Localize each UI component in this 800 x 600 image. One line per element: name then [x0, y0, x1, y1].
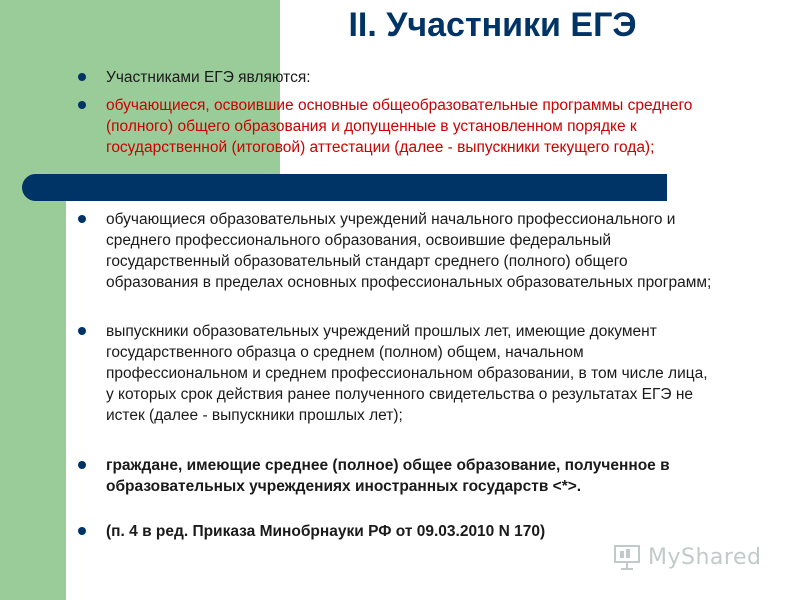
bullet-item-intro: Участниками ЕГЭ являются: — [106, 67, 716, 88]
bullet-item-vocational-students: обучающиеся образовательных учреждений начального профессионального и среднего профессионального образования, освоившие федеральный государственный образовательный стандарт среднего (полного) общего образования в пределах основных профессиональных образовательных программ; — [106, 209, 716, 293]
bullet-item-current-graduates: обучающиеся, освоившие основные общеобразовательные программы среднего (полного) общего образования и допущенные в установленном порядке к государственной (итоговой) аттестации (далее - выпускники текущего года); — [106, 95, 716, 158]
bullet-item-foreign-education: граждане, имеющие среднее (полное) общее образование, полученное в образовательных учреждениях иностранных государств <*>. — [106, 455, 716, 497]
watermark — [612, 540, 772, 574]
slide-title: II. Участники ЕГЭ — [348, 6, 637, 44]
watermark-text: MyShared — [648, 544, 762, 570]
presentation-board-icon — [612, 542, 642, 572]
bullet-item-past-graduates: выпускники образовательных учреждений прошлых лет, имеющие документ государственного образца о среднем (полном) общем, начальном профессиональном и среднем профессиональном образовании, в том числе лица, у которых срок действия ранее полученного свидетельства о результатах ЕГЭ не истек (далее - выпускники прошлых лет); — [106, 321, 716, 426]
bullet-item-order-reference: (п. 4 в ред. Приказа Минобрнауки РФ от 09.03.2010 N 170) — [106, 521, 716, 542]
